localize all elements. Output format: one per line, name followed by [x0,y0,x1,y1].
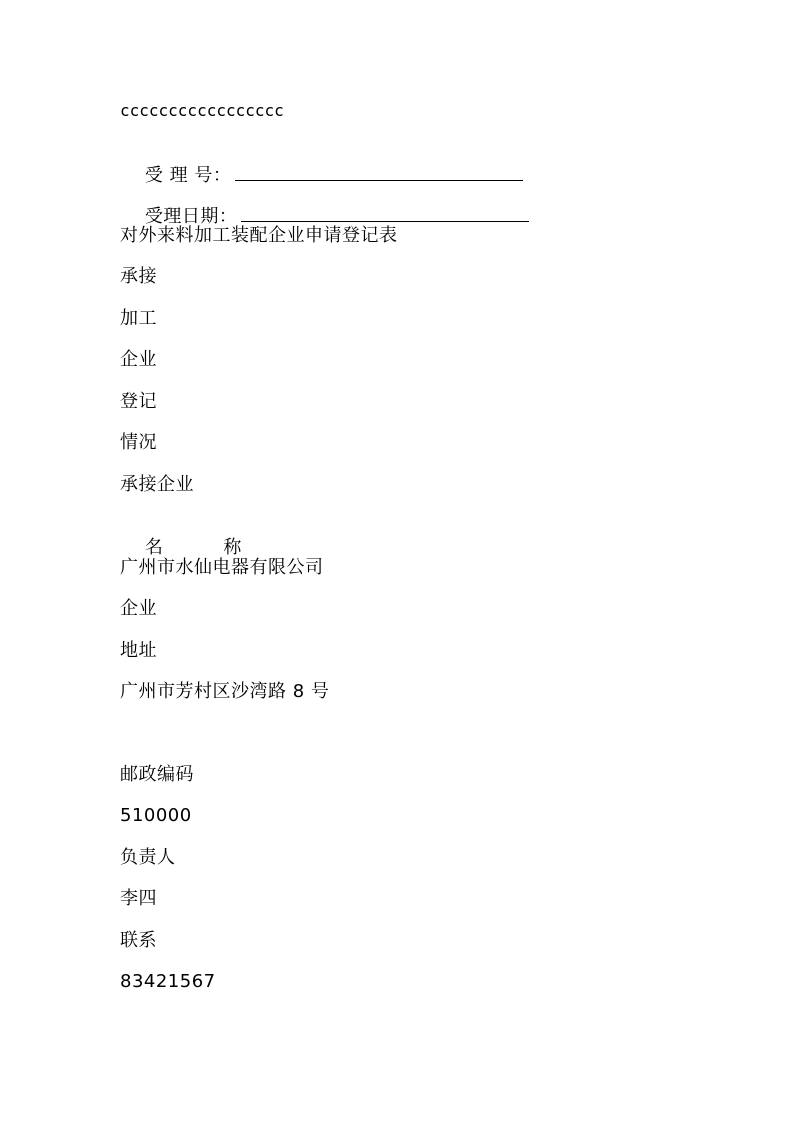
postcode-label: 邮政编码 [120,764,194,785]
contact-value: 83421567 [120,971,216,992]
section-line-1: 承接 [120,266,157,287]
company-label: 承接企业 [120,474,194,495]
name-label-part2: 称 [223,537,242,558]
person-value: 李四 [120,888,157,909]
company-name: 广州市水仙电器有限公司 [120,557,324,578]
postcode-value: 510000 [120,805,192,826]
company-address: 广州市芳村区沙湾路 8 号 [120,681,330,702]
header-code: ccccccccccccccccc [120,101,284,120]
person-label: 负责人 [120,847,176,868]
accept-number-blank[interactable] [235,164,523,181]
accept-number-label: 受 理 号： [144,165,232,186]
section-line-4: 登记 [120,391,157,412]
name-label-part1: 名 [144,537,164,558]
accept-date-label: 受理日期： [144,206,238,227]
section-line-5: 情况 [120,432,157,453]
address-label-line-2: 地址 [120,640,157,661]
accept-date-blank[interactable] [241,205,529,222]
address-label-line-1: 企业 [120,598,157,619]
section-line-2: 加工 [120,308,157,329]
contact-label: 联系 [120,930,157,951]
form-title: 对外来料加工装配企业申请登记表 [120,225,398,246]
section-line-3: 企业 [120,349,157,370]
